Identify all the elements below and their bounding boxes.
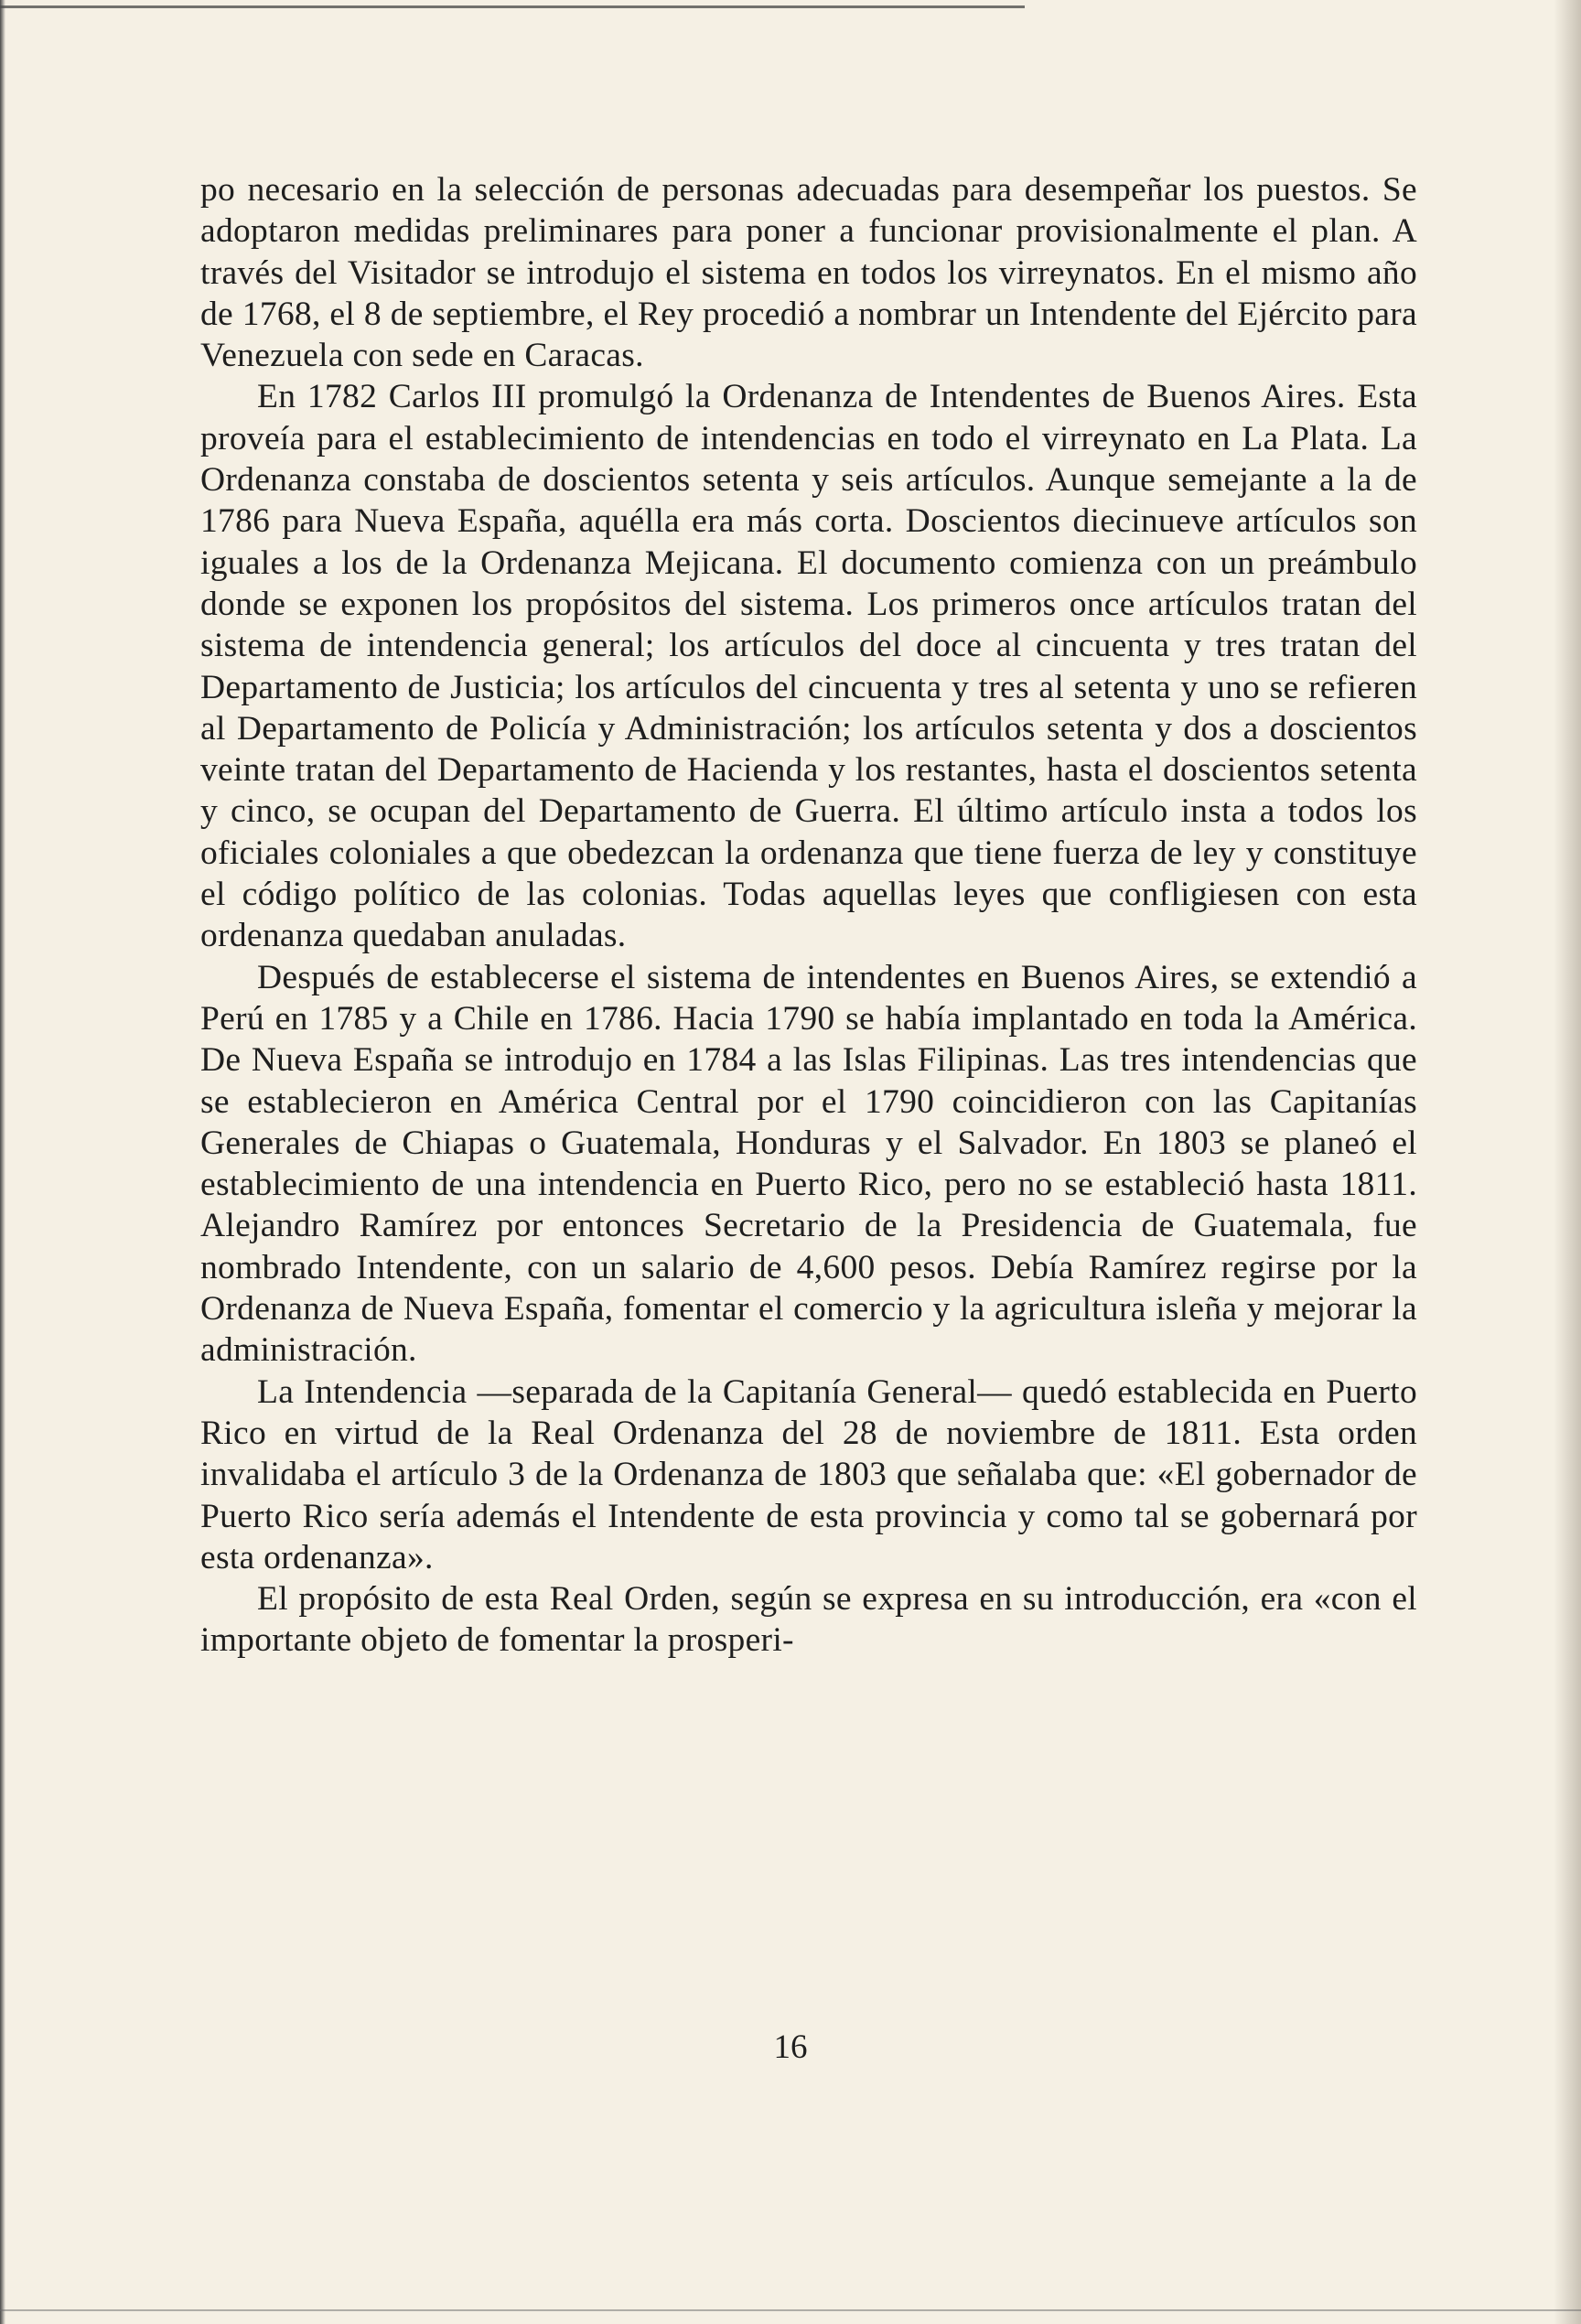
- paragraph-2: En 1782 Carlos III promulgó la Ordenanza de Intendentes de Buenos Aires. Esta proveía para el establecimiento de intendencias en todo el virreynato en La Plata. La Ordenanza constaba de doscientos setenta y seis artículos. Aunque semejante a la de 1786 para Nueva España, aquélla era más corta. Doscientos diecinueve artículos son iguales a los de la Ordenanza Mejicana. El documento comienza con un preámbulo donde se exponen los propósitos del sistema. Los primeros once artículos tratan del sistema de intendencia general; los artículos del doce al cincuenta y tres tratan del Departamento de Justicia; los artículos del cincuenta y tres al setenta y uno se refieren al Departamento de Policía y Administración; los artículos setenta y dos a doscientos veinte tratan del Departamento de Hacienda y los restantes, hasta el doscientos setenta y cinco, se ocupan del Departamento de Guerra. El último artículo insta a todos los oficiales coloniales a que obedezcan la ordenanza que tiene fuerza de ley y constituye el código político de las colonias. Todas aquellas leyes que confligiesen con esta ordenanza quedaban anuladas.: [200, 378, 1417, 955]
- paragraph-4: La Intendencia —separada de la Capitanía General— quedó establecida en Puerto Rico en virtud de la Real Ordenanza del 28 de noviembre de 1811. Esta orden invalidaba el artículo 3 de la Ordenanza de 1803 que señalaba que: «El gobernador de Puerto Rico sería además el Intendente de esta provincia y como tal se gobernará por esta ordenanza».: [200, 1372, 1417, 1576]
- page-number: 16: [773, 2028, 808, 2066]
- paragraph-5: El propósito de esta Real Orden, según se expresa en su introducción, era «con el importante objeto de fomentar la prosperi-: [200, 1580, 1417, 1660]
- left-binding-edge: [0, 0, 5, 2324]
- body-text: [200, 169, 1417, 1662]
- paragraph-1: po necesario en la selección de personas adecuadas para desempeñar los puestos. Se adoptaron medidas preliminares para poner a funcionar provisionalmente el plan. A través del Visitador se introdujo el sistema en todos los virreynatos. En el mismo año de 1768, el 8 de septiembre, el Rey procedió a nombrar un Intendente del Ejército para Venezuela con sede en Caracas.: [200, 171, 1417, 375]
- right-page-shadow: [1554, 0, 1581, 2324]
- bottom-edge-rule: [0, 2309, 1581, 2311]
- top-edge-rule: [0, 5, 1025, 8]
- paragraph-3: Después de establecerse el sistema de intendentes en Buenos Aires, se extendió a Perú en 1785 y a Chile en 1786. Hacia 1790 se había implantado en toda la América. De Nueva España se introdujo en 1784 a las Islas Filipinas. Las tres intendencias que se establecieron en América Central por el 1790 coincidieron con las Capitanías Generales de Chiapas o Guatemala, Honduras y el Salvador. En 1803 se planeó el establecimiento de una intendencia en Puerto Rico, pero no se estableció hasta 1811. Alejandro Ramírez por entonces Secretario de la Presidencia de Guatemala, fue nombrado Intendente, con un salario de 4,600 pesos. Debía Ramírez regirse por la Ordenanza de Nueva España, fomentar el comercio y la agricultura isleña y mejorar la administración.: [200, 958, 1417, 1370]
